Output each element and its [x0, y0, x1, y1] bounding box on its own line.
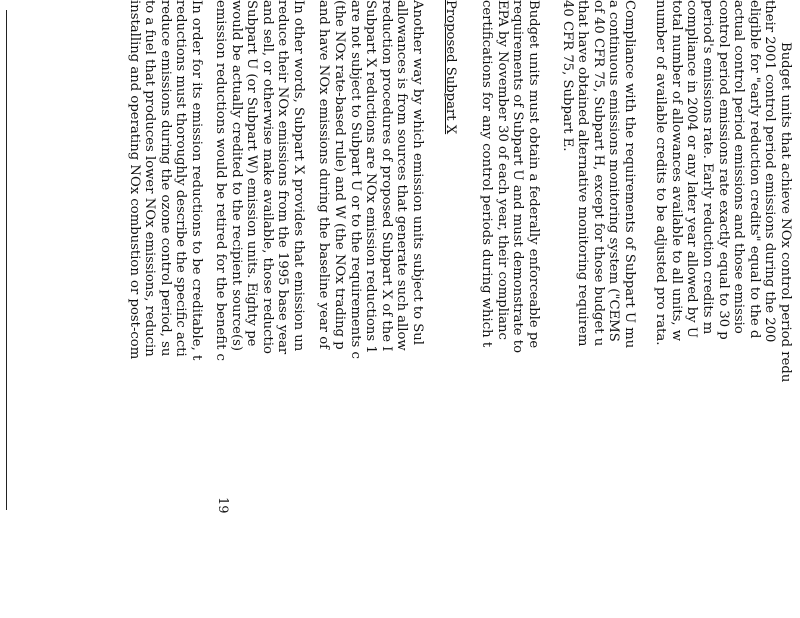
paragraph-permit-requirements — [479, 0, 541, 618]
paragraph-early-reduction-credits — [653, 0, 793, 618]
text-line: Another way by which emission units subject to Sul — [410, 0, 425, 346]
text-line: In order for its emission reductions to be creditable, t — [189, 0, 204, 361]
text-line: reduction procedures of proposed Subpart X of the I — [378, 0, 394, 352]
text-line: emission reductions would be retired for the benefit c — [213, 0, 229, 361]
text-line: control period emissions rate exactly equal to 30 p — [715, 0, 731, 340]
text-line: reduce their NOx emissions from the 1995 base year — [275, 0, 291, 355]
text-line: actual control period emissions and those emissio — [731, 0, 747, 334]
paragraph-compliance-cems — [559, 0, 637, 618]
rotated-page-content — [126, 0, 800, 618]
text-line: period's emissions rate. Early reduction credits m — [700, 0, 716, 335]
text-line: certifications for any control periods during which t — [479, 0, 495, 348]
text-line: and have NOx emissions during the baseline year of — [316, 0, 332, 350]
left-margin-line — [6, 10, 7, 510]
text-line: reduce emissions during the ozone control period, su — [157, 0, 173, 357]
text-line: eligible for "early reduction credits" equal to the d — [746, 0, 762, 339]
text-line: to a fuel that produces lower NOx emissions, reducin — [142, 0, 158, 357]
text-line: of 40 CFR 75, Subpart H, except for those budget u — [590, 0, 606, 347]
paragraph-creditable-reductions — [126, 0, 204, 618]
text-line: would be actually credited to the recipient source(s) — [228, 0, 244, 352]
text-line: allowances is from sources that generate such allow — [394, 0, 410, 351]
paragraph-subpart-x-details — [212, 0, 306, 618]
text-line: In other words, Subpart X provides that emission un — [291, 0, 306, 352]
text-line: reductions must thoroughly describe the specific acti — [173, 0, 189, 357]
text-line: Subpart X reductions are NOx emission reductions 1 — [363, 0, 379, 354]
text-line: EPA by November 30 of each year, their complianc — [494, 0, 510, 340]
text-line: Subpart U (or Subpart W) emission units. Eighty pe — [244, 0, 260, 347]
text-line: and sell, or otherwise make available, those reductio — [259, 0, 275, 354]
text-line: Compliance with the requirements of Subpart U mu — [622, 0, 637, 349]
text-line: that have obtained alternative monitoring requirem — [575, 0, 591, 347]
paragraph-subpart-x-intro — [316, 0, 425, 618]
text-line: their 2001 control period emissions during the 200 — [762, 0, 778, 343]
text-line: Budget units that achieve NOx control period redu — [778, 42, 793, 383]
text-line: are not subject to Subpart U or to the requirements c — [347, 0, 363, 359]
section-heading: Proposed Subpart X — [443, 0, 458, 135]
page-text-body — [126, 0, 800, 618]
text-line: total number of allowances available to all units, w — [668, 0, 684, 342]
text-line: requirements of Subpart U and must demonstrate to — [510, 0, 526, 354]
text-line: a continuous emissions monitoring system ("CEMS — [606, 0, 622, 342]
text-line: (the NOx rate-based rule) and W (the NOx trading p — [332, 0, 348, 350]
page-number: 19 — [215, 497, 230, 514]
text-line: compliance in 2004 or any later year allowed by U — [684, 0, 700, 338]
text-line: 40 CFR 75, Subpart E. — [559, 0, 575, 152]
text-line: number of available credits to be adjusted pro rata. — [653, 0, 669, 346]
text-line: installing and operating NOx combustion or post-com — [126, 0, 142, 360]
text-line: Budget units must obtain a federally enforceable pe — [526, 0, 541, 349]
